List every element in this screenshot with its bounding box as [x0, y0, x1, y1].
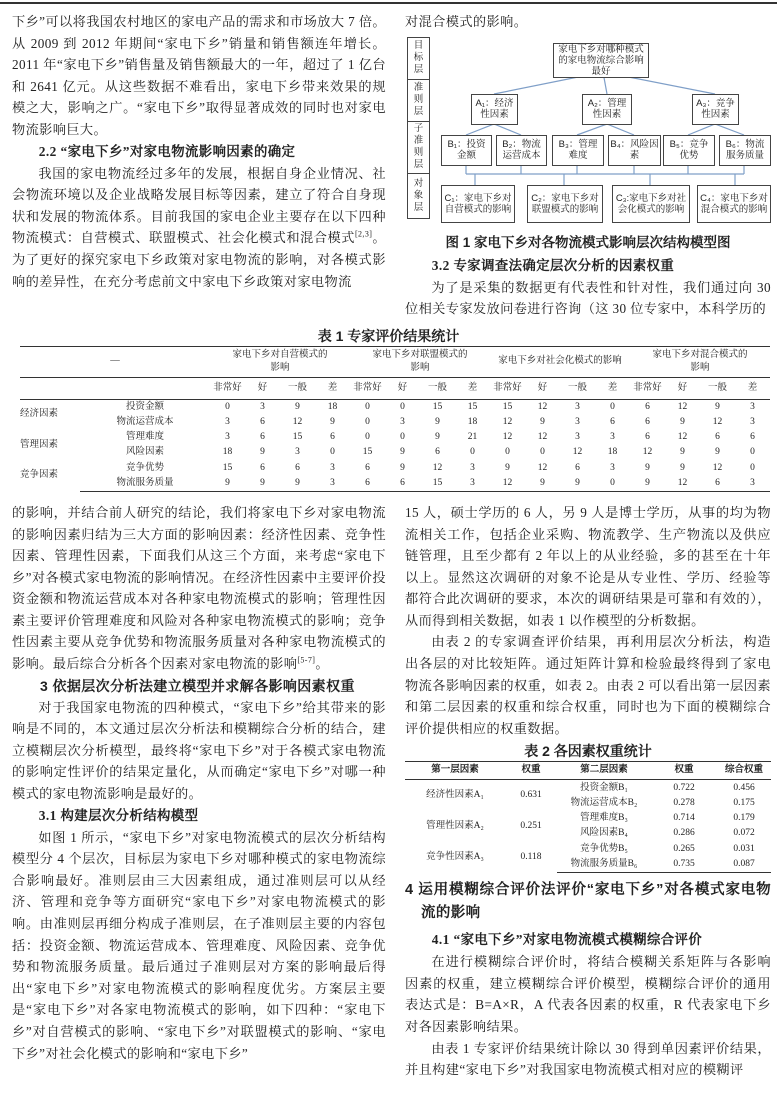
value-cell: 9 — [560, 476, 595, 492]
factor-cell: 物流服务质量 — [80, 476, 210, 492]
category-cell: 经济因素 — [20, 409, 59, 420]
value-cell: 6 — [385, 476, 420, 492]
value-cell: 3 — [735, 476, 770, 492]
value-cell: 9 — [435, 432, 440, 443]
value-cell: 0 — [750, 462, 755, 473]
table-2-factor-weights — [405, 761, 771, 873]
value-cell: 9 — [210, 476, 245, 492]
value-cell: 6 — [435, 447, 440, 458]
second-level-weight: 0.714 — [673, 813, 695, 824]
value-cell: 9 — [400, 462, 405, 473]
table-row — [20, 461, 770, 476]
section-heading-4-1: 4.1 “家电下乡”对家电物流模式模糊综合评价 — [431, 932, 703, 948]
rating-header: 好 — [665, 377, 700, 399]
overall-weight: 0.179 — [733, 813, 755, 824]
overall-weight: 0.072 — [733, 828, 755, 839]
paragraph: 在进行模糊综合评价时，将结合模糊关系矩阵与各影响因素的权重，建立模糊综合评价模型，模糊综合评价的通用表达式是：B=A×R，A 代表各因素的权重，R 代表家电下乡对各因素影响结果。 — [405, 954, 771, 1034]
goal-node: 家电下乡对哪种模式的家电物流综合影响最好 — [553, 43, 649, 78]
value-cell: 9 — [645, 462, 650, 473]
paragraph: 由表 2 的专家调查评价结果，再利用层次分析法，构造出各层的对比较矩阵。通过矩阵计算和检验最终得到了家电物流各影响因素的权重，如表 2。由表 2 可以看出第一层因素和第二层因素的权重和综合权重，同时也为下面的模糊综合评价提供相应的权重数据。 — [405, 634, 771, 736]
sub-criteria-node-b6: B₆：物流服务质量 — [719, 135, 771, 166]
rating-header: 一般 — [420, 377, 455, 399]
value-cell: 3 — [330, 462, 335, 473]
second-level-weight: 0.722 — [673, 782, 695, 793]
category-cell: 竞争因素 — [20, 470, 59, 481]
value-cell: 9 — [400, 447, 405, 458]
value-cell: 9 — [295, 401, 300, 412]
table-row — [405, 811, 771, 826]
value-cell: 12 — [677, 432, 688, 443]
value-cell: 0 — [400, 401, 405, 412]
value-cell: 3 — [610, 432, 615, 443]
citation: [2,3] — [354, 229, 373, 239]
value-cell: 6 — [715, 432, 720, 443]
value-cell: 12 — [665, 476, 700, 492]
criteria-node-a1: A₁：经济性因素 — [471, 94, 518, 125]
paragraph: 为了是采集的数据更有代表性和针对性，我们通过向 30 位相关专家发放问卷进行咨询（这 30 位专家中，本科学历的 — [405, 279, 771, 317]
second-level-factor: 投资金额B₁ — [580, 782, 628, 793]
paragraph: 对混合模式的影响。 — [405, 14, 528, 29]
left-top-section — [12, 11, 386, 292]
value-cell: 0 — [365, 401, 370, 412]
criteria-node-a3: A₃：竞争性因素 — [692, 94, 739, 125]
value-cell: 3 — [750, 401, 755, 412]
first-level-factor: 竞争性因素A₃ — [426, 851, 484, 862]
top-columns — [0, 11, 777, 320]
first-level-factor: 管理性因素A₂ — [426, 820, 484, 831]
right-section-3-2 — [405, 255, 771, 320]
value-cell: 6 — [610, 417, 615, 428]
factor-cell: 投资金额 — [125, 401, 164, 412]
value-cell: 6 — [260, 432, 265, 443]
value-cell: 9 — [260, 447, 265, 458]
value-cell: 12 — [537, 462, 548, 473]
second-level-factor: 物流运营成本B₂ — [570, 797, 638, 808]
paragraph — [12, 502, 386, 675]
rating-header: 好 — [385, 377, 420, 399]
right-top-text — [405, 11, 771, 33]
value-cell: 12 — [712, 462, 723, 473]
figure-1-hierarchy-diagram — [405, 37, 771, 229]
table-row — [20, 476, 770, 492]
second-level-weight: 0.278 — [673, 797, 695, 808]
overall-weight: 0.175 — [733, 797, 755, 808]
second-level-factor: 竞争优势B₅ — [580, 843, 628, 854]
bottom-columns — [0, 502, 777, 1081]
value-cell: 0 — [750, 447, 755, 458]
value-cell: 9 — [280, 476, 315, 492]
table-header-row — [405, 762, 771, 780]
value-cell: 18 — [467, 417, 478, 428]
value-cell: 6 — [330, 432, 335, 443]
value-cell: 0 — [330, 447, 335, 458]
section-heading-3: 3 依据层次分析法建立模型并求解各影响因素权重 — [40, 677, 355, 694]
rating-header: 非常好 — [490, 377, 525, 399]
paragraph: 如图 1 所示，“家电下乡”对家电物流模式的层次分析结构模型分 4 个层次，目标层为家电下乡对哪种模式的家电物流综合影响最好。准则层由三大因素组成，通过准则层可以从经济、管理和竞争等方面研究“家电下乡”对家电物流模式的影响。由准则层再细分构成子准则层，在子准则层主要的内容包括：投资金额、物流运营成本、管理难度、风险因素、竞争优势和物流服务质量。最后通过子准则层对方案的影响最后得出“家电下乡”对家电物流模式的影响程度优劣。方案层主要是“家电下乡”对各家电物流模式的影响，如下四种：“家电下乡”对自营模式的影响、“家电下乡”对联盟模式的影响、“家电下乡”对社会化模式的影响和“家电下乡” — [12, 829, 386, 1061]
figure-1-caption: 图 1 家电下乡对各物流模式影响层次结构模型图 — [445, 234, 731, 250]
left-bottom-section — [12, 502, 386, 1064]
rating-header: 好 — [245, 377, 280, 399]
section-heading-3-2: 3.2 专家调查法确定层次分析的因素权重 — [431, 257, 675, 273]
table-corner: — — [20, 346, 210, 377]
table-row — [20, 445, 770, 460]
value-cell: 6 — [645, 401, 650, 412]
value-cell: 6 — [750, 432, 755, 443]
level-label-goal: 目标层 — [407, 37, 430, 80]
object-node-c1: C₁：家电下乡对自营模式的影响 — [441, 185, 515, 223]
value-cell: 3 — [225, 417, 230, 428]
table-row — [20, 430, 770, 445]
value-cell: 15 — [222, 462, 233, 473]
value-cell: 3 — [315, 476, 350, 492]
value-cell: 12 — [502, 417, 513, 428]
value-cell: 12 — [432, 462, 443, 473]
value-cell: 9 — [680, 417, 685, 428]
overall-weight: 0.087 — [717, 857, 771, 873]
value-cell: 9 — [715, 401, 720, 412]
value-cell: 12 — [292, 417, 303, 428]
level-label-criteria: 准则层 — [407, 79, 430, 122]
right-bottom-section — [405, 502, 771, 1081]
factor-cell: 管理难度 — [125, 432, 164, 443]
value-cell: 6 — [350, 476, 385, 492]
column-header: 权重 — [505, 762, 557, 780]
value-cell: 6 — [365, 462, 370, 473]
paragraph-text: 。 — [315, 656, 329, 672]
paragraph-text: 。为了更好的探究家电下乡政策对家电物流的影响，对各模式影响的差异性，在充分考虑前文中家电下乡政策对家电物流 — [12, 230, 386, 289]
value-cell: 15 — [420, 476, 455, 492]
value-cell: 0 — [540, 447, 545, 458]
rating-header-row — [20, 377, 770, 399]
value-cell: 18 — [327, 401, 338, 412]
citation: [5-7] — [297, 655, 316, 665]
rating-header: 差 — [315, 377, 350, 399]
value-cell: 12 — [712, 417, 723, 428]
group-header: 家电下乡对社会化模式的影响 — [490, 346, 630, 377]
criteria-node-a2: A₂：管理性因素 — [582, 94, 632, 125]
second-level-factor: 物流服务质量B₆ — [557, 857, 651, 873]
level-label-object: 对象层 — [407, 173, 430, 219]
rating-header: 差 — [455, 377, 490, 399]
first-level-weight: 0.118 — [520, 851, 542, 862]
value-cell: 21 — [467, 432, 478, 443]
table-2-title: 表 2 各因素权重统计 — [524, 743, 652, 760]
value-cell: 3 — [575, 417, 580, 428]
value-cell: 3 — [575, 401, 580, 412]
object-node-c4: C₄：家电下乡对混合模式的影响 — [697, 185, 771, 223]
value-cell: 9 — [505, 462, 510, 473]
table-row — [20, 399, 770, 415]
value-cell: 12 — [642, 447, 653, 458]
value-cell: 18 — [607, 447, 618, 458]
value-cell: 15 — [467, 401, 478, 412]
value-cell: 12 — [572, 447, 583, 458]
paragraph: 下乡”可以将我国农村地区的家电产品的需求和市场放大 7 倍。从 2009 到 2012 年期间“家电下乡”销量和销售额连年增长。2011 年“家电下乡”销售量及销售额最大的一年，超过了 1 亿台和 2641 亿元。从这些数据不难看出，家电下乡带来效果的规模之大，影响之广。“家电下乡”取得显著成效的同时也对家电物流影响巨大。 — [12, 14, 386, 137]
value-cell: 6 — [295, 462, 300, 473]
level-label-sub-criteria: 子准则层 — [407, 121, 430, 174]
rating-header: 一般 — [560, 377, 595, 399]
factor-cell: 竞争优势 — [125, 462, 164, 473]
value-cell: 0 — [400, 432, 405, 443]
value-cell: 12 — [537, 432, 548, 443]
paragraph: 对于我国家电物流的四种模式，“家电下乡”给其带来的影响是不同的，本文通过层次分析法和模糊综合分析的结合，建立模糊层次分析模型，最终将“家电下乡”对于各模式家电物流的影响定性评价的结果定量化，从而确定“家电下乡”对哪一种模式的家电物流影响是最好的。 — [12, 699, 386, 802]
group-header: 家电下乡对混合模式的影响 — [630, 346, 770, 377]
group-header: 家电下乡对自营模式的影响 — [210, 346, 350, 377]
rating-header: 非常好 — [350, 377, 385, 399]
second-level-weight: 0.735 — [651, 857, 717, 873]
value-cell: 12 — [490, 476, 525, 492]
rating-header: 差 — [595, 377, 630, 399]
paragraph-text: 我国的家电物流经过多年的发展，根据自身企业情况、社会物流环境以及企业战略发展目标等因素，建立了符合自身现状和发展的物流体系。目前我国的家电企业主要存在以下四种物流模式：自营模式、联盟模式、社会化模式和混合模式 — [12, 165, 386, 246]
section-heading-3-1: 3.1 构建层次分析结构模型 — [38, 807, 199, 823]
section-heading-2-2: 2.2 “家电下乡”对家电物流影响因素的确定 — [38, 143, 296, 159]
object-node-c3: C₃:家电下乡对社会化模式的影响 — [612, 185, 690, 223]
column-header: 权重 — [651, 762, 717, 780]
value-cell: 0 — [365, 432, 370, 443]
value-cell: 3 — [750, 417, 755, 428]
value-cell: 6 — [700, 476, 735, 492]
value-cell: 0 — [365, 417, 370, 428]
value-cell: 0 — [610, 401, 615, 412]
second-level-factor: 管理难度B₃ — [580, 813, 628, 824]
header-rule — [0, 2, 777, 4]
sub-criteria-node-b5: B₅：竞争优势 — [663, 135, 715, 166]
value-cell: 12 — [677, 401, 688, 412]
table-1-title: 表 1 专家评价结果统计 — [317, 327, 460, 344]
sub-criteria-node-b3: B₃：管理难度 — [552, 135, 604, 166]
right-bottom-text — [405, 502, 771, 740]
value-cell: 0 — [595, 476, 630, 492]
value-cell: 9 — [630, 476, 665, 492]
value-cell: 6 — [260, 462, 265, 473]
value-cell: 15 — [362, 447, 373, 458]
right-section-4 — [405, 879, 771, 1081]
sub-criteria-node-b1: B₁：投资金额 — [441, 135, 492, 166]
value-cell: 12 — [502, 432, 513, 443]
value-cell: 3 — [470, 462, 475, 473]
value-cell: 0 — [225, 401, 230, 412]
rating-header: 一般 — [280, 377, 315, 399]
table-1-expert-evaluation — [20, 346, 770, 492]
object-node-c2: C₂：家电下乡对联盟模式的影响 — [527, 185, 603, 223]
second-level-factor: 风险因素B₄ — [580, 828, 628, 839]
table-row — [405, 842, 771, 857]
value-cell: 0 — [470, 447, 475, 458]
table-row — [20, 415, 770, 430]
table-row — [405, 780, 771, 796]
second-level-weight: 0.286 — [673, 828, 695, 839]
first-level-weight: 0.631 — [520, 790, 542, 801]
factor-cell: 风险因素 — [125, 447, 164, 458]
right-top-section — [405, 11, 771, 320]
value-cell: 9 — [540, 417, 545, 428]
value-cell: 0 — [505, 447, 510, 458]
rating-header: 差 — [735, 377, 770, 399]
paragraph: 15 人，硕士学历的 6 人，另 9 人是博士学历，从事的均为物流相关工作，包括企业采购、物流教学、生产物流以及供应链管理，且至少都有 2 年以上的从业经验，多的甚至在十年以上。显然这次调研的对象不论是从专业性、学历、经验等都符合此次调研的要求，本次的调研结果是可靠和有效的），从而得到相关数据，如表 1 以作模型的分析数据。 — [405, 504, 771, 628]
section-heading-4: 4 运用模糊综合评价法评价“家电下乡”对各模式家电物流的影响 — [405, 882, 771, 922]
value-cell: 3 — [260, 401, 265, 412]
value-cell: 9 — [525, 476, 560, 492]
value-cell: 9 — [435, 417, 440, 428]
value-cell: 3 — [575, 432, 580, 443]
value-cell: 3 — [400, 417, 405, 428]
value-cell: 15 — [292, 432, 303, 443]
first-level-weight: 0.251 — [520, 820, 542, 831]
table-header-row — [20, 346, 770, 377]
rating-header: 非常好 — [630, 377, 665, 399]
value-cell: 6 — [260, 417, 265, 428]
value-cell: 9 — [330, 417, 335, 428]
value-cell: 3 — [225, 432, 230, 443]
rating-header: 好 — [525, 377, 560, 399]
group-header: 家电下乡对联盟模式的影响 — [350, 346, 490, 377]
factor-cell: 物流运营成本 — [116, 417, 174, 428]
paragraph: 由表 1 专家评价结果统计除以 30 得到单因素评价结果，并且构建“家电下乡”对我国家电物流模式相对应的模糊评 — [405, 1040, 771, 1078]
value-cell: 6 — [575, 462, 580, 473]
value-cell: 15 — [502, 401, 513, 412]
overall-weight: 0.456 — [733, 782, 755, 793]
column-header: 第二层因素 — [557, 762, 651, 780]
value-cell: 3 — [295, 447, 300, 458]
value-cell: 9 — [680, 447, 685, 458]
second-level-weight: 0.265 — [673, 843, 695, 854]
sub-criteria-node-b2: B₂：物流运营成本 — [496, 135, 547, 166]
value-cell: 15 — [432, 401, 443, 412]
sub-criteria-node-b4: B₄：风险因素 — [608, 135, 661, 166]
value-cell: 12 — [537, 401, 548, 412]
paragraph-text: 的影响，并结合前人研究的结论，我们将家电下乡对家电物流的影响因素归结为三大方面的影响因素：经济性因素、竞争性因素、管理性因素，下面我们从这三个方面，来考虑“家电下乡”对各模式家电物流的影响情况。在经济性因素中主要评价投资金额和物流运营成本对各种家电物流模式的影响；管理性因素主要评价管理难度和风险对各种家电物流模式的影响；竞争性因素主要从竞争优势和物流服务质量对各种家电物流模式的影响。最后综合分析各个因素对家电物流的影响 — [12, 504, 386, 672]
category-cell: 管理因素 — [20, 439, 59, 450]
rating-header: 非常好 — [210, 377, 245, 399]
value-cell: 6 — [645, 417, 650, 428]
paragraph — [12, 163, 386, 293]
rating-header: 一般 — [700, 377, 735, 399]
column-header: 第一层因素 — [405, 762, 505, 780]
empty-cell — [20, 377, 210, 399]
value-cell: 9 — [680, 462, 685, 473]
value-cell: 18 — [222, 447, 233, 458]
overall-weight: 0.031 — [733, 843, 755, 854]
column-header: 综合权重 — [717, 762, 771, 780]
value-cell: 9 — [715, 447, 720, 458]
value-cell: 3 — [455, 476, 490, 492]
first-level-factor: 经济性因素A₁ — [426, 790, 484, 801]
value-cell: 9 — [245, 476, 280, 492]
value-cell: 6 — [645, 432, 650, 443]
value-cell: 3 — [610, 462, 615, 473]
